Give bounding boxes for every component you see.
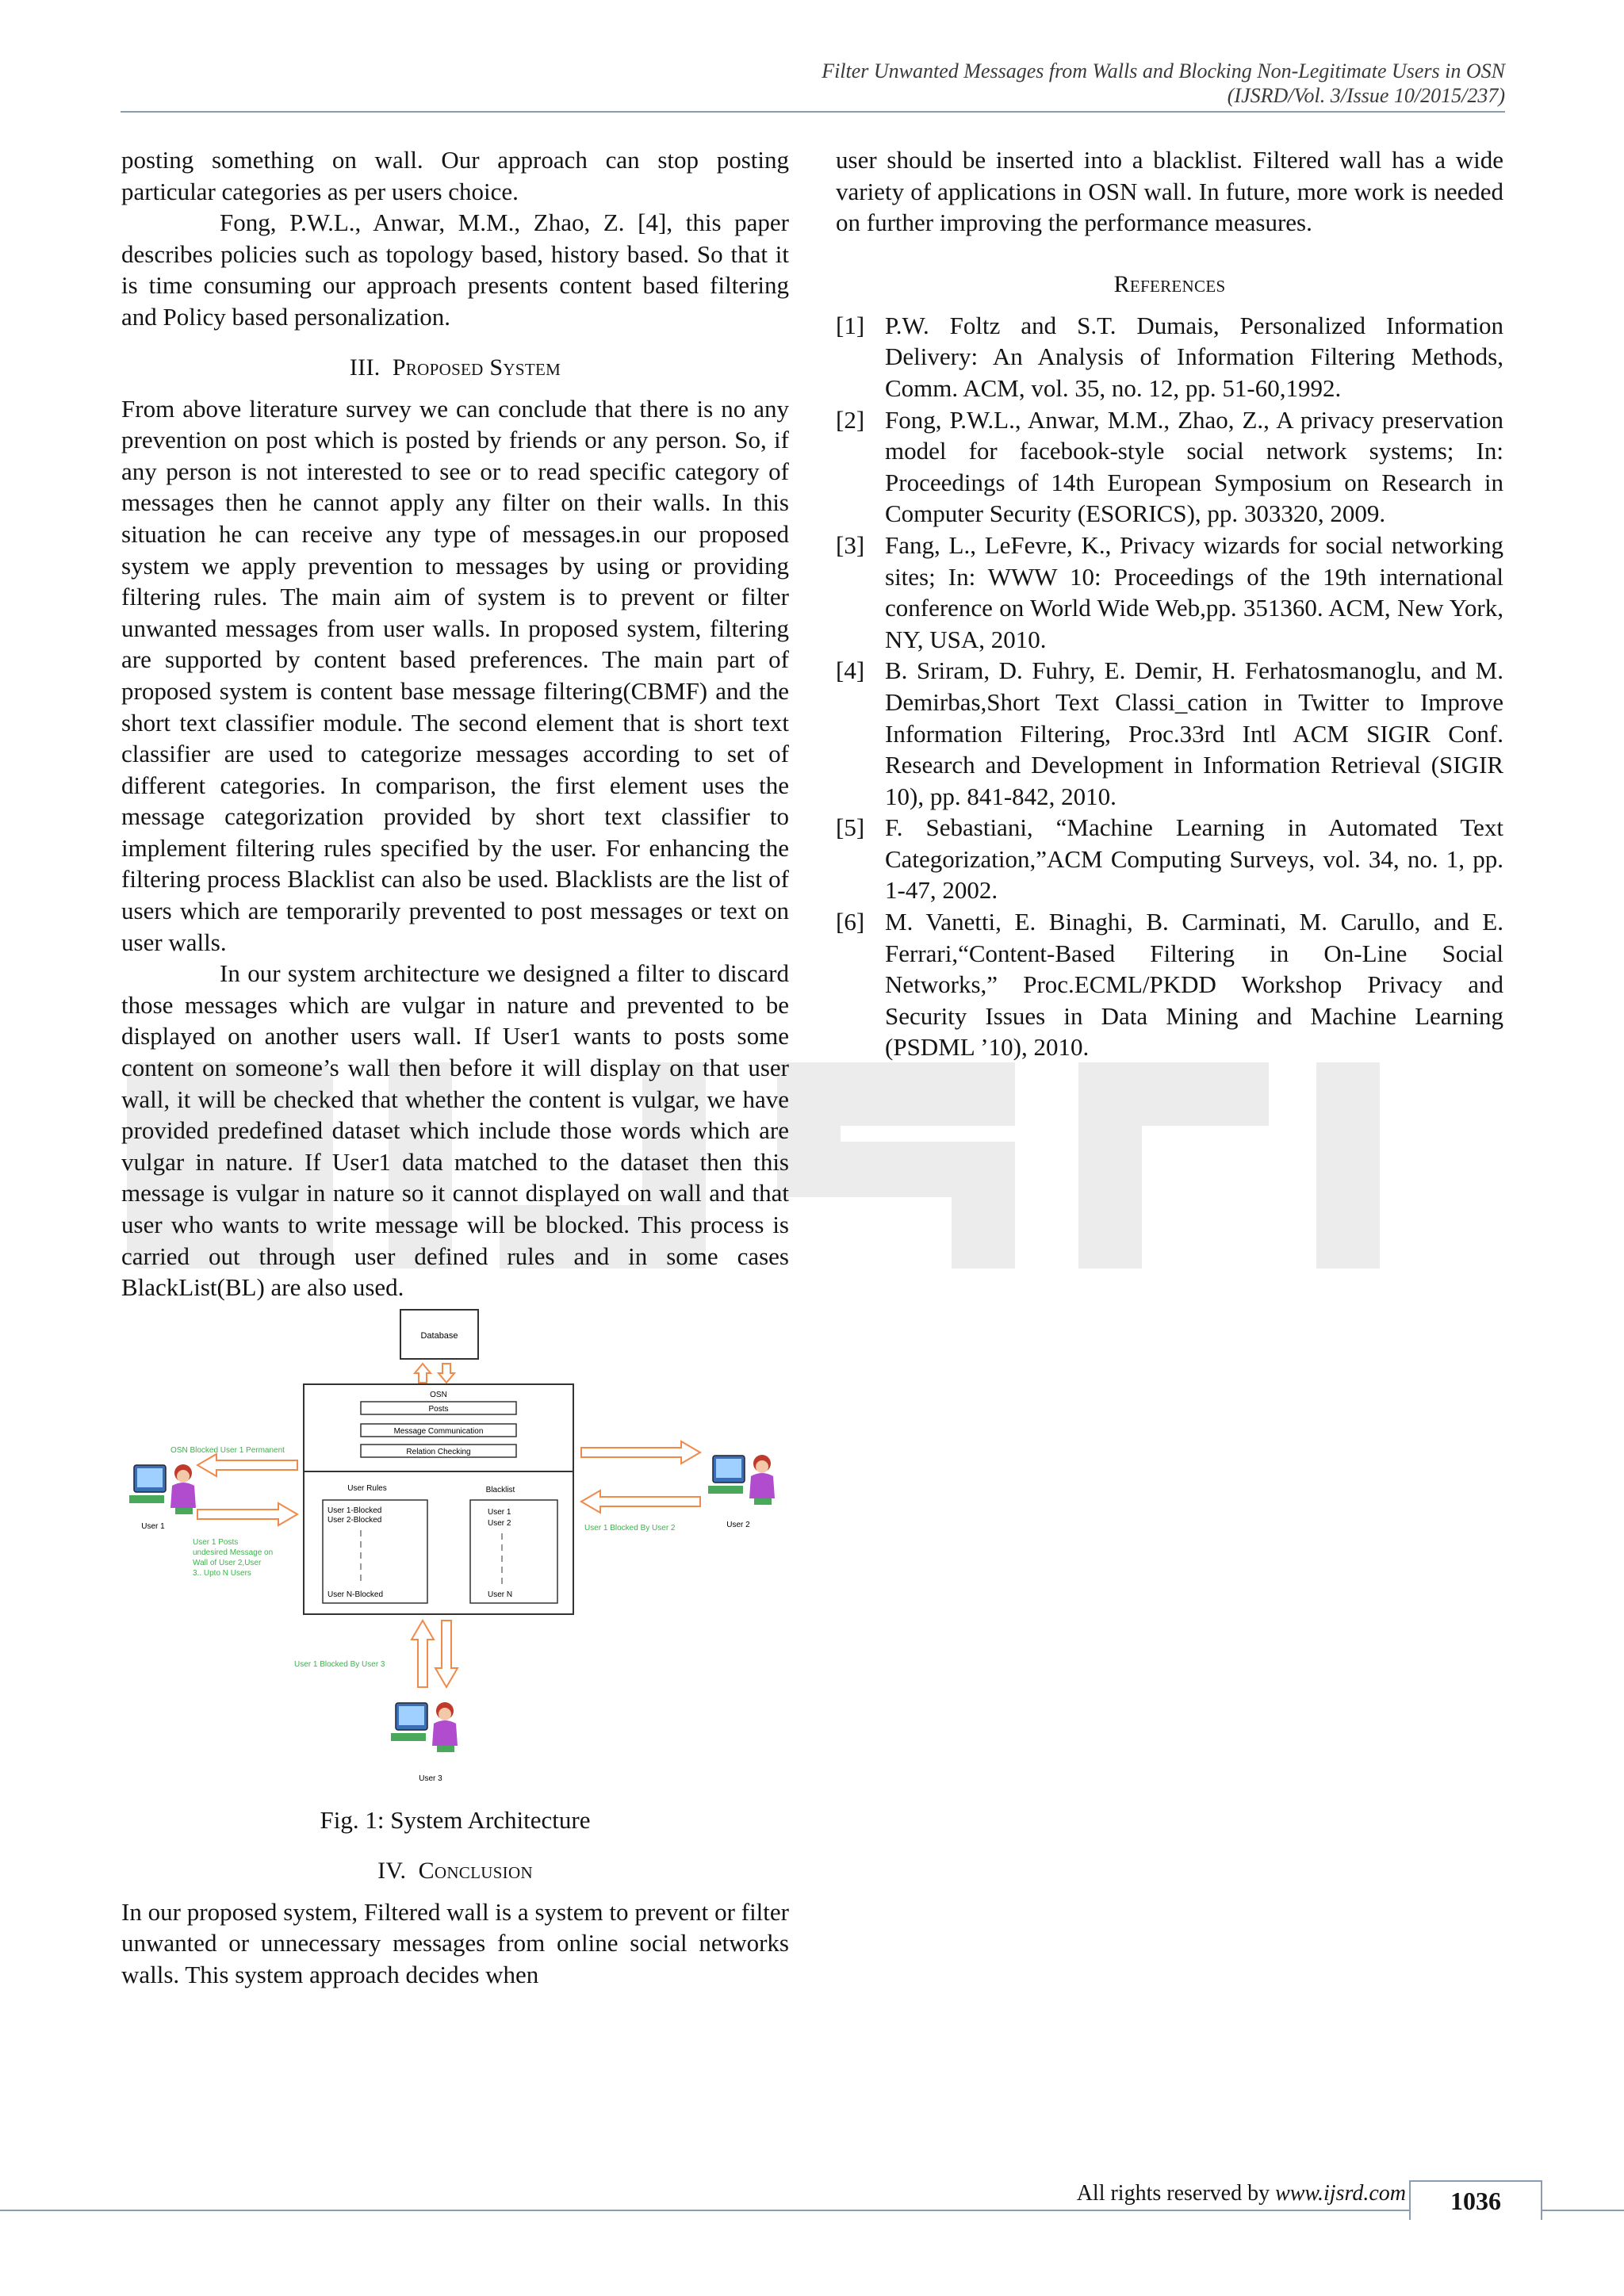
reference-item	[836, 655, 1503, 812]
reference-number: [6]	[836, 908, 865, 936]
header-title: Filter Unwanted Messages from Walls and Blocking Non-Legitimate Users in OSN	[822, 59, 1505, 82]
database-label: Database	[420, 1330, 458, 1341]
header-citation: (IJSRD/Vol. 3/Issue 10/2015/237)	[1227, 84, 1505, 107]
figure-caption: Fig. 1: System Architecture	[320, 1805, 591, 1834]
posts-label: Posts	[428, 1404, 449, 1414]
reference-text: F. Sebastiani, “Machine Learning in Automated Text Categorization,”ACM Computing Surveys, vol. 34, no. 1, pp. 1-47, 2002.	[885, 813, 1503, 905]
green-annotation: User 1 Posts	[193, 1537, 239, 1547]
user3-label: User 3	[419, 1774, 442, 1783]
paragraph: posting something on wall. Our approach can stop posting particular categories as per users choice.	[121, 146, 789, 205]
reference-list	[836, 310, 1503, 1063]
user2-label: User 2	[726, 1520, 750, 1529]
left-column	[121, 144, 789, 1991]
user2-arrows	[581, 1441, 700, 1513]
blacklist-line: User 2	[488, 1518, 511, 1528]
user3-arrows	[412, 1621, 458, 1687]
system-architecture-figure	[121, 1307, 789, 1798]
section-heading: IV. Conclusion	[377, 1857, 533, 1884]
references-heading: References	[1113, 270, 1226, 297]
reference-item	[836, 310, 1503, 404]
reference-text: M. Vanetti, E. Binaghi, B. Carminati, M. Carullo, and E. Ferrari,“Content-Based Filtering in On-Line Social Networks,” Proc.ECML/PKDD Workshop Privacy and Security Issues in Data Mining and Machine Learning (PSDML ’10), 2010.	[885, 908, 1503, 1062]
user1-arrows	[197, 1454, 297, 1525]
paragraph: user should be inserted into a blacklist. Filtered wall has a wide variety of applications in OSN wall. In future, more work is needed on further improving the performance measures.	[836, 146, 1503, 237]
user1-computer-icon	[129, 1464, 196, 1514]
green-annotation: OSN Blocked User 1 Permanent	[170, 1445, 285, 1455]
reference-item	[836, 906, 1503, 1063]
reference-number: [4]	[836, 656, 865, 685]
reference-text: P.W. Foltz and S.T. Dumais, Personalized Information Delivery: An Analysis of Information Filtering Methods, Comm. ACM, vol. 35, no. 12, pp. 51-60,1992.	[885, 311, 1503, 402]
green-annotation: undesired Message on	[193, 1548, 274, 1557]
reference-item	[836, 404, 1503, 530]
user3-computer-icon	[391, 1702, 458, 1752]
section-heading: III. Proposed System	[349, 354, 561, 381]
footer-rights	[1077, 2180, 1406, 2207]
paragraph: From above literature survey we can conclude that there is no any prevention on post which is posted by friends or any person. So, if any person is not interested to see or to read specific category of messages then he cannot apply any filter on their walls. In this situation he can receive any type of messages.in our proposed system we apply prevention to messages by using or providing filtering rules. The main aim of system is to prevent or filter unwanted messages from user walls. In proposed system, filtering are supported by content based preferences. The main part of proposed system is content base message filtering(CBMF) and the short text classifier module. The second element that is short text classifier are used to categorize messages according to set of different categories. In comparison, the first element uses the message categorization provided by short text classifier to implement filtering rules specified by the user. For enhancing the filtering process Blacklist can also be used. Blacklists are the list of users which are temporarily prevented to post messages or text on user walls.	[121, 394, 789, 956]
osn-label: OSN	[430, 1390, 447, 1399]
blacklist-line: User 1	[488, 1507, 511, 1517]
green-annotation: Wall of User 2,User	[193, 1558, 262, 1567]
reference-text: B. Sriram, D. Fuhry, E. Demir, H. Ferhatosmanoglu, and M. Demirbas,Short Text Classi_cation in Twitter to Improve Information Filtering, Proc.33rd Intl ACM SIGIR Conf. Research and Development in Information Retrieval (SIGIR 10), pp. 841-842, 2010.	[885, 656, 1503, 810]
right-column	[836, 144, 1503, 1063]
reference-text: Fong, P.W.L., Anwar, M.M., Zhao, Z., A privacy preservation model for facebook-style social network systems; In: Proceedings of 14th European Symposium on Research in Computer Security (ESORICS), pp. 303320, 2009.	[885, 405, 1503, 528]
blacklist-box	[470, 1500, 557, 1603]
reference-text: Fang, L., LeFevre, K., Privacy wizards for social networking sites; In: WWW 10: Proceedings of the 19th international conference on World Wide Web,pp. 351360. ACM, New York, NY, USA, 2010.	[885, 530, 1503, 653]
reference-number: [1]	[836, 311, 865, 339]
db-osn-arrows	[415, 1364, 454, 1383]
user1-label: User 1	[141, 1521, 165, 1531]
reference-number: [3]	[836, 530, 865, 559]
running-header	[822, 59, 1505, 108]
rules-line: User 1-Blocked	[327, 1506, 382, 1515]
reference-number: [5]	[836, 813, 865, 842]
blacklist-label: Blacklist	[485, 1485, 515, 1494]
header-rule	[121, 111, 1505, 113]
reference-item	[836, 530, 1503, 655]
footer-site-link[interactable]: www.ijsrd.com	[1275, 2181, 1406, 2206]
footer-rights-label: All rights reserved by	[1076, 2181, 1276, 2206]
message-communication-label: Message Communication	[393, 1426, 484, 1436]
architecture-diagram	[121, 1307, 789, 1798]
green-annotation: User 1 Blocked By User 2	[584, 1523, 676, 1533]
reference-number: [2]	[836, 405, 865, 434]
green-annotation: 3.. Upto N Users	[193, 1568, 251, 1578]
green-annotation: User 1 Blocked By User 3	[294, 1659, 385, 1669]
user2-computer-icon	[708, 1455, 775, 1505]
rules-line: User 2-Blocked	[327, 1515, 382, 1525]
reference-item	[836, 812, 1503, 906]
paragraph: Fong, P.W.L., Anwar, M.M., Zhao, Z. [4], this paper describes policies such as topology based, history based. So that it is time consuming our approach presents content based filtering and Policy based personalization.	[121, 209, 789, 331]
rules-line: User N-Blocked	[327, 1590, 384, 1599]
relation-checking-label: Relation Checking	[406, 1447, 471, 1456]
blacklist-line: User N	[488, 1590, 513, 1599]
user-rules-label: User Rules	[347, 1483, 387, 1493]
page-number: 1036	[1409, 2180, 1542, 2220]
footer-rule	[0, 2210, 1624, 2211]
paragraph: In our proposed system, Filtered wall is a system to prevent or filter unwanted or unnecessary messages from online social networks walls. This system approach decides when	[121, 1897, 789, 1988]
paragraph: In our system architecture we designed a filter to discard those messages which are vulgar in nature and prevented to be displayed on another users wall. If User1 wants to posts some content on someone’s wall then before it will display on that user wall, it will be checked that whether the content is vulgar, we have provided predefined dataset which include those words which are vulgar in nature. If User1 data matched to the dataset then this message is vulgar in nature so it cannot displayed on wall and that user who wants to write message will be blocked. This process is carried out through user defined rules and in some cases BlackList(BL) are also used.	[121, 959, 789, 1302]
